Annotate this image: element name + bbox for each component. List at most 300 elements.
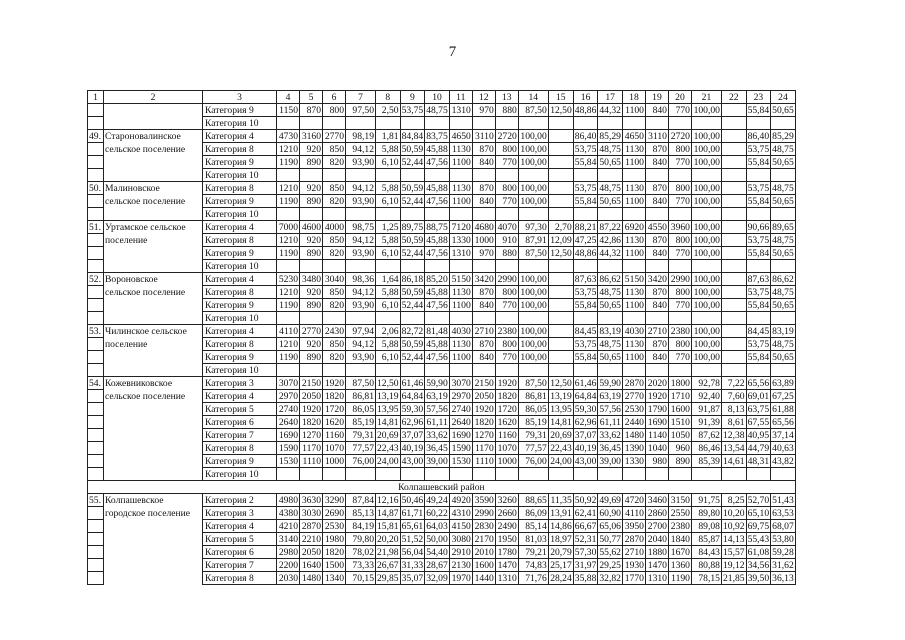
value-cell <box>746 169 771 182</box>
value-cell: 57,56 <box>599 403 621 415</box>
category-label: Категория 9 <box>203 195 277 208</box>
header-cell: 14 <box>518 91 548 104</box>
table-row <box>88 325 796 338</box>
value-cell: 1360 <box>668 559 691 572</box>
value-cell: 1050 <box>668 429 691 442</box>
value-cell: 1310 <box>495 572 518 585</box>
value-cell: 87,50 <box>346 377 376 390</box>
value-cell: 4550 <box>645 221 668 234</box>
value-cell: 92,40 <box>691 390 721 403</box>
value-cell: 50,65 <box>599 156 621 168</box>
value-cell <box>425 468 450 481</box>
value-cell: 2990 <box>495 273 518 286</box>
value-cell: 86,81 <box>518 390 548 403</box>
value-cell: 1620 <box>323 416 346 429</box>
table-row <box>88 338 796 351</box>
value-cell: 68,07 <box>772 520 794 532</box>
value-cell <box>548 143 573 156</box>
value-cell: 1620 <box>495 416 518 429</box>
value-cell <box>323 169 346 182</box>
value-cell: 63,89 <box>772 377 794 389</box>
value-cell: 50,00 <box>426 533 448 545</box>
settlement-name <box>104 572 203 585</box>
header-cell: 5 <box>300 91 323 104</box>
value-cell <box>472 260 495 273</box>
value-cell <box>622 260 645 273</box>
value-cell <box>277 260 300 273</box>
value-cell: 2720 <box>495 130 518 143</box>
value-cell <box>449 208 472 221</box>
value-cell: 770 <box>495 156 518 169</box>
value-cell: 50,65 <box>772 299 794 311</box>
category-label: Категория 2 <box>203 494 277 507</box>
value-cell <box>771 364 796 377</box>
settlement-name <box>104 416 203 429</box>
value-cell <box>400 117 425 130</box>
value-cell: 840 <box>645 351 668 364</box>
value-cell: 100,00 <box>691 195 721 208</box>
value-cell <box>400 468 425 481</box>
value-cell: 45,88 <box>426 338 448 350</box>
value-cell: 84,45 <box>747 325 770 337</box>
table-row <box>88 429 796 442</box>
value-cell: 1800 <box>668 377 691 390</box>
table-row <box>88 117 796 130</box>
value-cell: 12,16 <box>377 494 399 506</box>
value-cell: 4310 <box>449 507 472 520</box>
settlement-name <box>104 468 203 481</box>
value-cell: 3030 <box>300 507 323 520</box>
value-cell: 770 <box>668 351 691 364</box>
value-cell: 1310 <box>449 104 472 117</box>
value-cell <box>518 468 548 481</box>
value-cell: 50,65 <box>772 247 794 259</box>
value-cell: 74,83 <box>518 559 548 572</box>
value-cell <box>668 312 691 325</box>
value-cell <box>771 312 796 325</box>
value-cell: 69,75 <box>747 520 770 532</box>
value-cell: 44,32 <box>599 104 621 116</box>
value-cell <box>771 468 796 481</box>
value-cell: 50,46 <box>401 494 424 506</box>
value-cell <box>518 117 548 130</box>
value-cell <box>668 117 691 130</box>
settlement-name <box>104 260 203 273</box>
value-cell: 22,43 <box>550 442 572 454</box>
value-cell: 870 <box>472 338 495 351</box>
value-cell: 1330 <box>449 234 472 247</box>
value-cell: 890 <box>668 455 691 468</box>
value-cell: 100,00 <box>518 273 548 286</box>
value-cell: 93,90 <box>346 195 376 208</box>
value-cell: 880 <box>495 247 518 260</box>
value-cell: 100,00 <box>518 325 548 338</box>
value-cell: 100,00 <box>518 143 548 156</box>
value-cell: 1920 <box>472 403 495 416</box>
value-cell: 31,33 <box>401 559 424 571</box>
value-cell <box>548 130 573 143</box>
value-cell: 20,79 <box>550 546 572 558</box>
table-row <box>88 182 796 195</box>
value-cell: 890 <box>300 247 323 260</box>
value-cell: 5,88 <box>376 286 401 299</box>
table-row <box>88 364 796 377</box>
value-cell <box>691 260 721 273</box>
value-cell: 850 <box>323 338 346 351</box>
value-cell: 2970 <box>449 390 472 403</box>
category-label: Категория 10 <box>203 117 277 130</box>
category-label: Категория 9 <box>203 247 277 260</box>
value-cell: 50,65 <box>772 195 794 207</box>
value-cell: 1340 <box>323 572 346 585</box>
value-cell: 92,78 <box>691 377 721 390</box>
value-cell <box>746 260 771 273</box>
value-cell: 1130 <box>449 143 472 156</box>
value-cell: 50,59 <box>401 234 424 246</box>
value-cell <box>300 208 323 221</box>
value-cell: 53,75 <box>747 338 770 350</box>
value-cell: 4000 <box>323 221 346 234</box>
value-cell: 1210 <box>277 338 300 351</box>
value-cell: 1040 <box>645 442 668 455</box>
value-cell <box>472 208 495 221</box>
value-cell: 2640 <box>277 416 300 429</box>
value-cell: 800 <box>668 182 691 195</box>
value-cell: 6,10 <box>376 247 401 260</box>
value-cell: 770 <box>495 299 518 312</box>
value-cell <box>622 117 645 130</box>
row-number <box>88 299 104 312</box>
value-cell: 870 <box>472 286 495 299</box>
value-cell: 50,65 <box>772 351 794 363</box>
value-cell: 20,20 <box>377 533 399 545</box>
value-cell: 55,84 <box>747 195 770 207</box>
value-cell: 1170 <box>300 442 323 455</box>
value-cell: 36,13 <box>772 572 794 584</box>
value-cell <box>721 117 746 130</box>
value-cell: 53,75 <box>574 143 597 155</box>
value-cell: 24,00 <box>377 455 399 467</box>
value-cell <box>573 364 598 377</box>
value-cell <box>346 364 376 377</box>
header-cell: 17 <box>598 91 623 104</box>
value-cell <box>573 169 598 182</box>
category-label: Категория 4 <box>203 390 277 403</box>
value-cell: 2990 <box>472 507 495 520</box>
row-number <box>88 117 104 130</box>
value-cell: 48,75 <box>772 338 794 350</box>
value-cell: 62,96 <box>574 416 597 428</box>
value-cell: 36,45 <box>599 442 621 454</box>
value-cell: 770 <box>495 351 518 364</box>
value-cell: 63,19 <box>426 390 448 402</box>
value-cell: 920 <box>300 234 323 247</box>
table-row <box>88 455 796 468</box>
value-cell: 97,30 <box>518 221 548 234</box>
value-cell: 85,14 <box>518 520 548 533</box>
value-cell: 100,00 <box>518 130 548 143</box>
value-cell: 43,82 <box>772 455 794 467</box>
header-cell: 18 <box>622 91 645 104</box>
value-cell: 12,09 <box>550 234 572 246</box>
value-cell: 48,75 <box>772 234 794 246</box>
value-cell: 52,44 <box>401 299 424 311</box>
value-cell: 890 <box>300 351 323 364</box>
value-cell: 840 <box>472 156 495 169</box>
value-cell: 48,31 <box>747 455 770 467</box>
category-label: Категория 5 <box>203 403 277 416</box>
value-cell: 100,00 <box>691 325 721 338</box>
value-cell: 5150 <box>622 273 645 286</box>
value-cell <box>721 130 746 143</box>
table-row <box>88 299 796 312</box>
value-cell: 69,01 <box>747 390 770 402</box>
value-cell <box>721 169 746 182</box>
value-cell: 59,30 <box>574 403 597 415</box>
value-cell: 61,11 <box>426 416 448 428</box>
value-cell: 84,43 <box>691 546 721 559</box>
row-number <box>88 351 104 364</box>
value-cell: 40,63 <box>772 442 794 454</box>
value-cell <box>518 364 548 377</box>
value-cell: 12,50 <box>550 104 572 116</box>
value-cell: 47,25 <box>574 234 597 246</box>
value-cell <box>472 312 495 325</box>
settlement-name <box>104 559 203 572</box>
value-cell <box>346 208 376 221</box>
value-cell: 98,19 <box>346 130 376 143</box>
table-row <box>88 156 796 169</box>
category-label: Категория 5 <box>203 533 277 546</box>
value-cell: 93,90 <box>346 247 376 260</box>
value-cell: 4110 <box>622 507 645 520</box>
value-cell: 3420 <box>472 273 495 286</box>
row-number <box>88 403 104 416</box>
table-row <box>88 468 796 481</box>
value-cell <box>691 117 721 130</box>
value-cell: 1930 <box>622 559 645 572</box>
category-label: Категория 7 <box>203 559 277 572</box>
value-cell: 60,22 <box>426 507 448 519</box>
value-cell: 2050 <box>472 390 495 403</box>
value-cell: 57,30 <box>574 546 597 558</box>
value-cell: 840 <box>645 104 668 117</box>
settlement-name <box>104 351 203 364</box>
value-cell: 2770 <box>300 325 323 338</box>
row-number: 49. <box>88 130 104 143</box>
row-number <box>88 247 104 260</box>
value-cell <box>622 208 645 221</box>
value-cell: 80,88 <box>691 559 721 572</box>
value-cell: 4380 <box>277 507 300 520</box>
value-cell: 920 <box>300 286 323 299</box>
value-cell: 1160 <box>323 429 346 442</box>
value-cell: 1130 <box>622 182 645 195</box>
row-number <box>88 416 104 429</box>
row-number <box>88 234 104 247</box>
value-cell: 2170 <box>472 533 495 546</box>
row-number <box>88 572 104 585</box>
value-cell: 93,90 <box>346 351 376 364</box>
value-cell <box>721 104 746 117</box>
value-cell: 1820 <box>495 390 518 403</box>
value-cell: 6,10 <box>376 156 401 169</box>
value-cell: 1590 <box>277 442 300 455</box>
value-cell: 3070 <box>449 377 472 390</box>
header-cell: 24 <box>771 91 796 104</box>
value-cell: 6920 <box>622 221 645 234</box>
value-cell: 53,75 <box>574 182 597 194</box>
value-cell: 2,70 <box>548 221 573 234</box>
value-cell: 55,84 <box>747 247 770 259</box>
value-cell: 2710 <box>472 325 495 338</box>
category-label: Категория 8 <box>203 442 277 455</box>
value-cell: 87,50 <box>518 247 548 260</box>
value-cell <box>518 208 548 221</box>
value-cell: 100,00 <box>518 182 548 195</box>
table-row <box>88 403 796 416</box>
value-cell: 55,84 <box>574 195 597 207</box>
row-number <box>88 390 104 403</box>
value-cell: 800 <box>668 143 691 156</box>
value-cell: 87,50 <box>518 104 548 117</box>
value-cell: 100,00 <box>691 299 721 312</box>
row-number <box>88 559 104 572</box>
value-cell <box>721 247 746 260</box>
value-cell <box>548 286 573 299</box>
value-cell: 20,69 <box>550 429 572 441</box>
value-cell <box>518 312 548 325</box>
value-cell: 50,92 <box>574 494 597 506</box>
header-cell: 4 <box>277 91 300 104</box>
value-cell <box>449 169 472 182</box>
value-cell: 31,97 <box>574 559 597 571</box>
value-cell: 91,39 <box>691 416 721 429</box>
value-cell: 840 <box>472 195 495 208</box>
category-label: Категория 9 <box>203 156 277 169</box>
value-cell: 94,12 <box>346 143 376 156</box>
value-cell: 100,00 <box>518 156 548 169</box>
value-cell: 850 <box>323 286 346 299</box>
value-cell: 94,12 <box>346 286 376 299</box>
value-cell <box>598 312 623 325</box>
value-cell <box>548 338 573 351</box>
category-label: Категория 10 <box>203 260 277 273</box>
value-cell <box>771 260 796 273</box>
value-cell: 86,46 <box>691 442 721 455</box>
value-cell: 4030 <box>622 325 645 338</box>
value-cell: 6,10 <box>376 195 401 208</box>
value-cell: 4680 <box>472 221 495 234</box>
value-cell: 4650 <box>449 130 472 143</box>
value-cell: 100,00 <box>691 286 721 299</box>
value-cell <box>548 182 573 195</box>
value-cell <box>598 364 623 377</box>
value-cell: 12,50 <box>550 377 572 389</box>
value-cell: 1100 <box>622 299 645 312</box>
value-cell: 50,59 <box>401 338 424 350</box>
value-cell: 40,95 <box>747 429 770 441</box>
value-cell: 2740 <box>277 403 300 416</box>
value-cell: 50,65 <box>772 156 794 168</box>
value-cell: 49,24 <box>426 494 448 506</box>
value-cell: 850 <box>323 182 346 195</box>
value-cell: 91,87 <box>691 403 721 416</box>
settlement-name <box>104 312 203 325</box>
header-cell: 20 <box>668 91 691 104</box>
value-cell: 67,25 <box>772 390 794 402</box>
row-number: 55. <box>88 494 104 507</box>
value-cell: 83,75 <box>426 130 448 142</box>
value-cell: 55,62 <box>599 546 621 558</box>
value-cell: 14,61 <box>722 455 745 467</box>
value-cell: 40,19 <box>401 442 424 454</box>
value-cell: 57,56 <box>426 403 448 415</box>
value-cell: 76,00 <box>346 455 376 468</box>
value-cell: 47,56 <box>426 195 448 207</box>
value-cell <box>548 351 573 364</box>
value-cell: 87,62 <box>691 429 721 442</box>
value-cell: 6,10 <box>376 299 401 312</box>
value-cell: 2440 <box>622 416 645 429</box>
value-cell <box>721 260 746 273</box>
row-number: 52. <box>88 273 104 286</box>
value-cell: 1100 <box>622 156 645 169</box>
value-cell: 100,00 <box>518 286 548 299</box>
district-heading: Колпашевский район <box>88 481 796 494</box>
value-cell: 5230 <box>277 273 300 286</box>
value-cell: 79,21 <box>518 546 548 559</box>
value-cell: 85,19 <box>518 416 548 429</box>
value-cell: 8,25 <box>721 494 746 507</box>
category-label: Категория 4 <box>203 273 277 286</box>
value-cell: 45,88 <box>426 182 448 194</box>
value-cell: 1210 <box>277 286 300 299</box>
value-cell: 14,87 <box>377 507 399 519</box>
row-number <box>88 364 104 377</box>
value-cell <box>548 364 573 377</box>
value-cell: 2,50 <box>376 104 401 117</box>
table-row <box>88 546 796 559</box>
value-cell: 85,29 <box>599 130 621 142</box>
table-row <box>88 130 796 143</box>
value-cell: 5,88 <box>376 234 401 247</box>
value-cell: 1720 <box>323 403 346 416</box>
row-number <box>88 312 104 325</box>
value-cell: 2150 <box>472 377 495 390</box>
value-cell: 39,00 <box>599 455 621 467</box>
value-cell: 800 <box>495 338 518 351</box>
value-cell <box>746 364 771 377</box>
value-cell: 87,84 <box>346 494 376 507</box>
value-cell: 2690 <box>323 507 346 520</box>
value-cell <box>721 195 746 208</box>
value-cell: 83,19 <box>599 325 621 337</box>
value-cell: 2830 <box>472 520 495 533</box>
value-cell <box>495 260 518 273</box>
value-cell: 65,61 <box>401 520 424 532</box>
value-cell: 51,52 <box>401 533 424 545</box>
value-cell: 2530 <box>622 403 645 416</box>
value-cell: 1820 <box>300 416 323 429</box>
value-cell: 12,38 <box>722 429 745 441</box>
value-cell: 63,19 <box>599 390 621 402</box>
value-cell: 870 <box>472 143 495 156</box>
value-cell: 1100 <box>622 195 645 208</box>
value-cell: 800 <box>495 286 518 299</box>
value-cell: 770 <box>668 299 691 312</box>
value-cell: 100,00 <box>691 130 721 143</box>
